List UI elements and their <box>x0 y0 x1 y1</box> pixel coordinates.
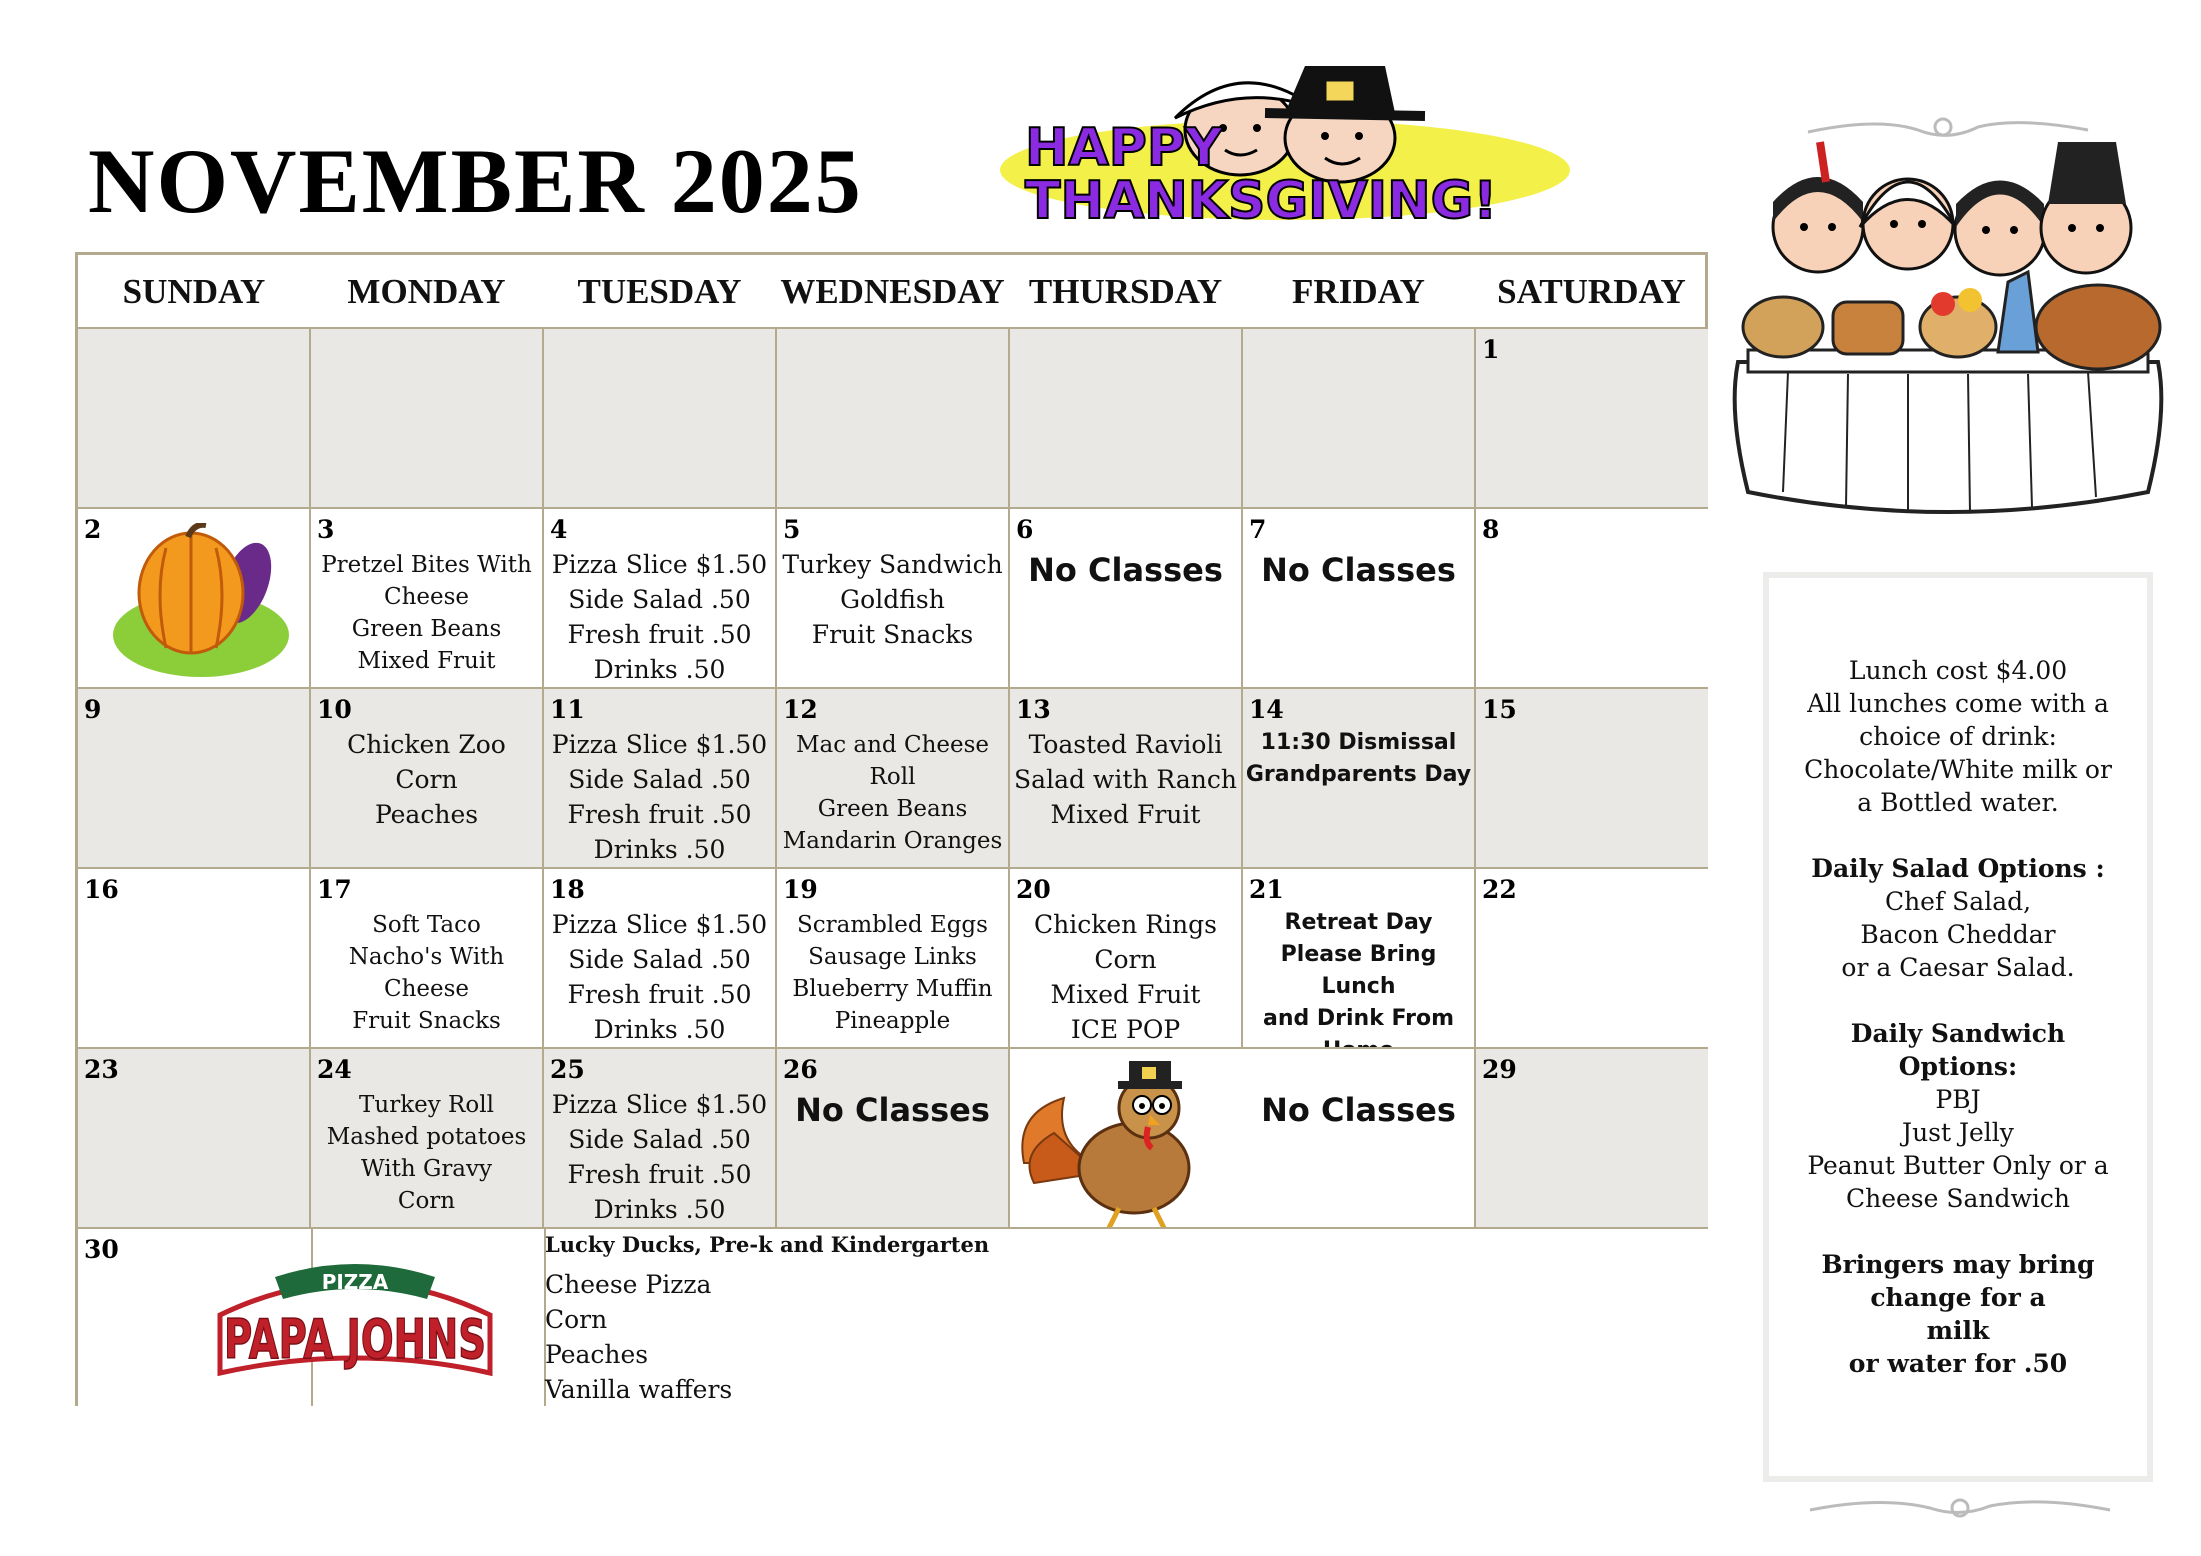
menu-item: Turkey Sandwich <box>782 550 1003 579</box>
info-line: All lunches come with a <box>1807 689 2109 718</box>
day-cell <box>544 867 777 1047</box>
menu-item: Mixed Fruit <box>1050 980 1201 1009</box>
lunch-menu <box>777 547 1008 652</box>
menu-item: Pizza Slice $1.50 <box>551 1090 768 1119</box>
event-note <box>1243 727 1474 791</box>
weekday-header: SUNDAY <box>122 272 266 311</box>
no-classes-note: No Classes <box>1261 1091 1456 1129</box>
day-number: 18 <box>550 875 585 904</box>
day-cell <box>1476 507 1708 687</box>
day-cell <box>1243 867 1476 1047</box>
menu-item: Drinks .50 <box>593 1015 726 1044</box>
lunch-menu <box>777 729 1008 857</box>
info-line: Lunch cost $4.00 <box>1848 656 2068 685</box>
day-number: 2 <box>84 515 102 544</box>
menu-item: Side Salad .50 <box>568 585 751 614</box>
lunch-info-box <box>1763 572 2153 1482</box>
day-number: 5 <box>783 515 801 544</box>
day-cell <box>544 687 777 867</box>
banner-line2: THANKSGIVING! <box>1025 171 1498 228</box>
weekday-header: WEDNESDAY <box>780 272 1005 311</box>
menu-item: Blueberry Muffin <box>792 976 993 1002</box>
day-cell <box>1010 867 1243 1047</box>
day-number: 24 <box>317 1055 352 1084</box>
menu-item: Green Beans <box>817 796 968 822</box>
menu-item: Mandarin Oranges <box>782 828 1003 854</box>
day-cell <box>1476 687 1708 867</box>
salad-option: or a Caesar Salad. <box>1841 953 2075 982</box>
menu-item: Fresh fruit .50 <box>567 1160 752 1189</box>
day-cell-turkey <box>1010 1047 1243 1227</box>
day-cell <box>1010 507 1243 687</box>
menu-item: Mac and Cheese <box>795 732 990 758</box>
info-line: a Bottled water. <box>1857 788 2059 817</box>
day-cell <box>78 687 311 867</box>
day-cell <box>1476 867 1708 1047</box>
menu-item: Pizza Slice $1.50 <box>551 550 768 579</box>
lunch-menu <box>777 909 1008 1037</box>
bringers-note: Bringers may bring <box>1821 1250 2095 1279</box>
day-number: 16 <box>84 875 119 904</box>
day-cell <box>1476 327 1708 507</box>
lucky-ducks-menu <box>545 1232 989 1407</box>
day-cell-empty <box>1243 327 1476 507</box>
day-number: 29 <box>1482 1055 1517 1084</box>
day-number: 13 <box>1016 695 1051 724</box>
day-number: 4 <box>550 515 568 544</box>
day-cell <box>1476 1047 1708 1227</box>
menu-item: Scrambled Eggs <box>797 912 988 938</box>
menu-item: Fruit Snacks <box>811 620 974 649</box>
day-number: 6 <box>1016 515 1034 544</box>
pumpkin-icon <box>106 523 291 683</box>
day-cell <box>1243 687 1476 867</box>
event-line: and Drink From <box>1262 1006 1455 1031</box>
event-line: Grandparents Day <box>1245 762 1472 787</box>
day-number: 7 <box>1249 515 1267 544</box>
day-cell <box>78 867 311 1047</box>
menu-item: With Gravy <box>360 1156 493 1182</box>
day-number: 14 <box>1249 695 1284 724</box>
weekday-header: TUESDAY <box>577 272 742 311</box>
day-number: 25 <box>550 1055 585 1084</box>
menu-item: Cheese <box>383 976 470 1002</box>
day-number: 9 <box>84 695 102 724</box>
page-title: NOVEMBER 2025 <box>88 130 863 232</box>
day-cell <box>311 687 544 867</box>
lunch-menu <box>311 549 542 677</box>
menu-item: Nacho's With <box>348 944 505 970</box>
menu-item: Mashed potatoes <box>326 1124 527 1150</box>
lunch-menu <box>1010 907 1241 1047</box>
menu-item: Soft Taco <box>372 912 481 938</box>
menu-item: ICE POP <box>1070 1015 1181 1044</box>
weekday-header: FRIDAY <box>1292 272 1425 311</box>
sandwich-option: PBJ <box>1935 1085 1981 1114</box>
menu-item: Side Salad .50 <box>568 1125 751 1154</box>
menu-item: Sausage Links <box>808 944 977 970</box>
menu-item: Pretzel Bites With <box>321 552 532 578</box>
weekday-header: MONDAY <box>347 272 506 311</box>
menu-item: Pineapple <box>834 1008 951 1034</box>
menu-item: Drinks .50 <box>593 835 726 864</box>
event-line: Retreat Day <box>1284 910 1433 935</box>
lucky-ducks-heading: Lucky Ducks, Pre-k and Kindergarten <box>545 1232 990 1257</box>
day-cell-empty <box>1010 327 1243 507</box>
menu-item: Fresh fruit .50 <box>567 620 752 649</box>
no-classes-note: No Classes <box>1028 551 1223 589</box>
day-cell <box>1243 1047 1476 1227</box>
bringers-note: or water for .50 <box>1848 1349 2068 1378</box>
menu-item: Pizza Slice $1.50 <box>551 730 768 759</box>
day-number: 12 <box>783 695 818 724</box>
sandwich-option: Just Jelly <box>1902 1118 2014 1147</box>
day-cell <box>777 507 1010 687</box>
day-number: 17 <box>317 875 352 904</box>
day-number: 26 <box>783 1055 818 1084</box>
day-number: 20 <box>1016 875 1051 904</box>
lunch-menu <box>311 727 542 832</box>
lucky-ducks-item: Corn <box>545 1305 608 1334</box>
flourish-bottom-icon <box>1800 1488 2120 1528</box>
menu-item: Drinks .50 <box>593 655 726 684</box>
event-note <box>1243 907 1474 1067</box>
lucky-ducks-item: Cheese Pizza <box>545 1270 712 1299</box>
sandwich-option: Cheese Sandwich <box>1845 1184 2071 1213</box>
menu-item: Roll <box>869 764 916 790</box>
menu-item: Corn <box>395 765 458 794</box>
menu-item: Side Salad .50 <box>568 945 751 974</box>
lucky-ducks-item: Vanilla waffers <box>545 1375 733 1404</box>
info-line: choice of drink: <box>1859 722 2057 751</box>
menu-item: Mixed Fruit <box>357 648 496 674</box>
day-cell <box>544 507 777 687</box>
menu-item: Cheese <box>383 584 470 610</box>
menu-item: Fresh fruit .50 <box>567 800 752 829</box>
day-cell-empty <box>544 327 777 507</box>
day-cell <box>777 867 1010 1047</box>
turkey-icon <box>1014 1053 1239 1235</box>
day-number: 11 <box>550 695 585 724</box>
day-number: 21 <box>1249 875 1284 904</box>
menu-item: Fresh fruit .50 <box>567 980 752 1009</box>
day-cell-empty <box>311 327 544 507</box>
day-cell <box>1010 687 1243 867</box>
no-classes-note: No Classes <box>1261 551 1456 589</box>
thanksgiving-table-illustration <box>1728 112 2168 542</box>
day-cell <box>777 687 1010 867</box>
menu-item: Salad with Ranch <box>1014 765 1237 794</box>
menu-item: Side Salad .50 <box>568 765 751 794</box>
papa-johns-logo <box>205 1255 505 1391</box>
day-cell <box>544 1047 777 1227</box>
menu-item: Turkey Roll <box>359 1092 494 1118</box>
day-cell <box>777 1047 1010 1227</box>
lunch-menu <box>1010 727 1241 832</box>
menu-item: Peaches <box>374 800 479 829</box>
salad-option: Chef Salad, <box>1884 887 2032 916</box>
event-line: Please Bring Lunch <box>1280 942 1437 999</box>
sandwich-option: Peanut Butter Only or a <box>1807 1151 2109 1180</box>
day-number: 8 <box>1482 515 1500 544</box>
day-number: 19 <box>783 875 818 904</box>
sandwich-heading: Daily Sandwich <box>1850 1019 2066 1048</box>
day-number: 30 <box>84 1235 119 1264</box>
day-number: 1 <box>1482 335 1500 364</box>
menu-item: Goldfish <box>840 585 945 614</box>
pj-main-text: PAPA JOHNS <box>224 1308 486 1371</box>
menu-item: Fruit Snacks <box>352 1008 501 1034</box>
day-number: 10 <box>317 695 352 724</box>
menu-item: Chicken Rings <box>1034 910 1217 939</box>
bringers-note: milk <box>1926 1316 1990 1345</box>
lunch-menu <box>544 727 775 867</box>
bringers-note: change for a <box>1870 1283 2046 1312</box>
lucky-ducks-item: Peaches <box>545 1340 649 1369</box>
menu-item: Mixed Fruit <box>1050 800 1201 829</box>
menu-item: Chicken Zoo <box>347 730 506 759</box>
day-cell <box>1243 507 1476 687</box>
day-number: 23 <box>84 1055 119 1084</box>
day-cell <box>78 1047 311 1227</box>
day-number: 22 <box>1482 875 1517 904</box>
day-cell-empty <box>777 327 1010 507</box>
menu-item: Corn <box>1094 945 1157 974</box>
day-number: 15 <box>1482 695 1517 724</box>
day-cell <box>78 507 311 687</box>
happy-thanksgiving-banner <box>995 58 1595 228</box>
day-cell <box>311 1047 544 1227</box>
menu-item: Toasted Ravioli <box>1028 730 1223 759</box>
day-cell-empty <box>78 327 311 507</box>
menu-item: Pizza Slice $1.50 <box>551 910 768 939</box>
menu-item: Corn <box>397 1188 456 1214</box>
day-cell <box>311 867 544 1047</box>
banner-line1: HAPPY <box>1025 118 1223 178</box>
weekday-header: SATURDAY <box>1497 272 1686 311</box>
weekday-header: THURSDAY <box>1028 272 1223 311</box>
lunch-menu <box>311 909 542 1037</box>
menu-item: Green Beans <box>351 616 502 642</box>
event-line: 11:30 Dismissal <box>1260 730 1457 755</box>
salad-option: Bacon Cheddar <box>1860 920 2056 949</box>
salad-heading: Daily Salad Options : <box>1811 854 2105 883</box>
sandwich-heading: Options: <box>1898 1052 2018 1081</box>
pj-top-text: PIZZA <box>321 1270 389 1294</box>
menu-item: Drinks .50 <box>593 1195 726 1224</box>
lunch-menu <box>544 907 775 1047</box>
lunch-menu <box>544 547 775 687</box>
no-classes-note: No Classes <box>795 1091 990 1129</box>
info-line: Chocolate/White milk or <box>1804 755 2112 784</box>
day-number: 3 <box>317 515 335 544</box>
flourish-top-icon <box>1808 119 2088 135</box>
lunch-menu <box>544 1087 775 1227</box>
lunch-info-text <box>1769 654 2147 1380</box>
day-cell <box>311 507 544 687</box>
lunch-menu <box>311 1089 542 1217</box>
